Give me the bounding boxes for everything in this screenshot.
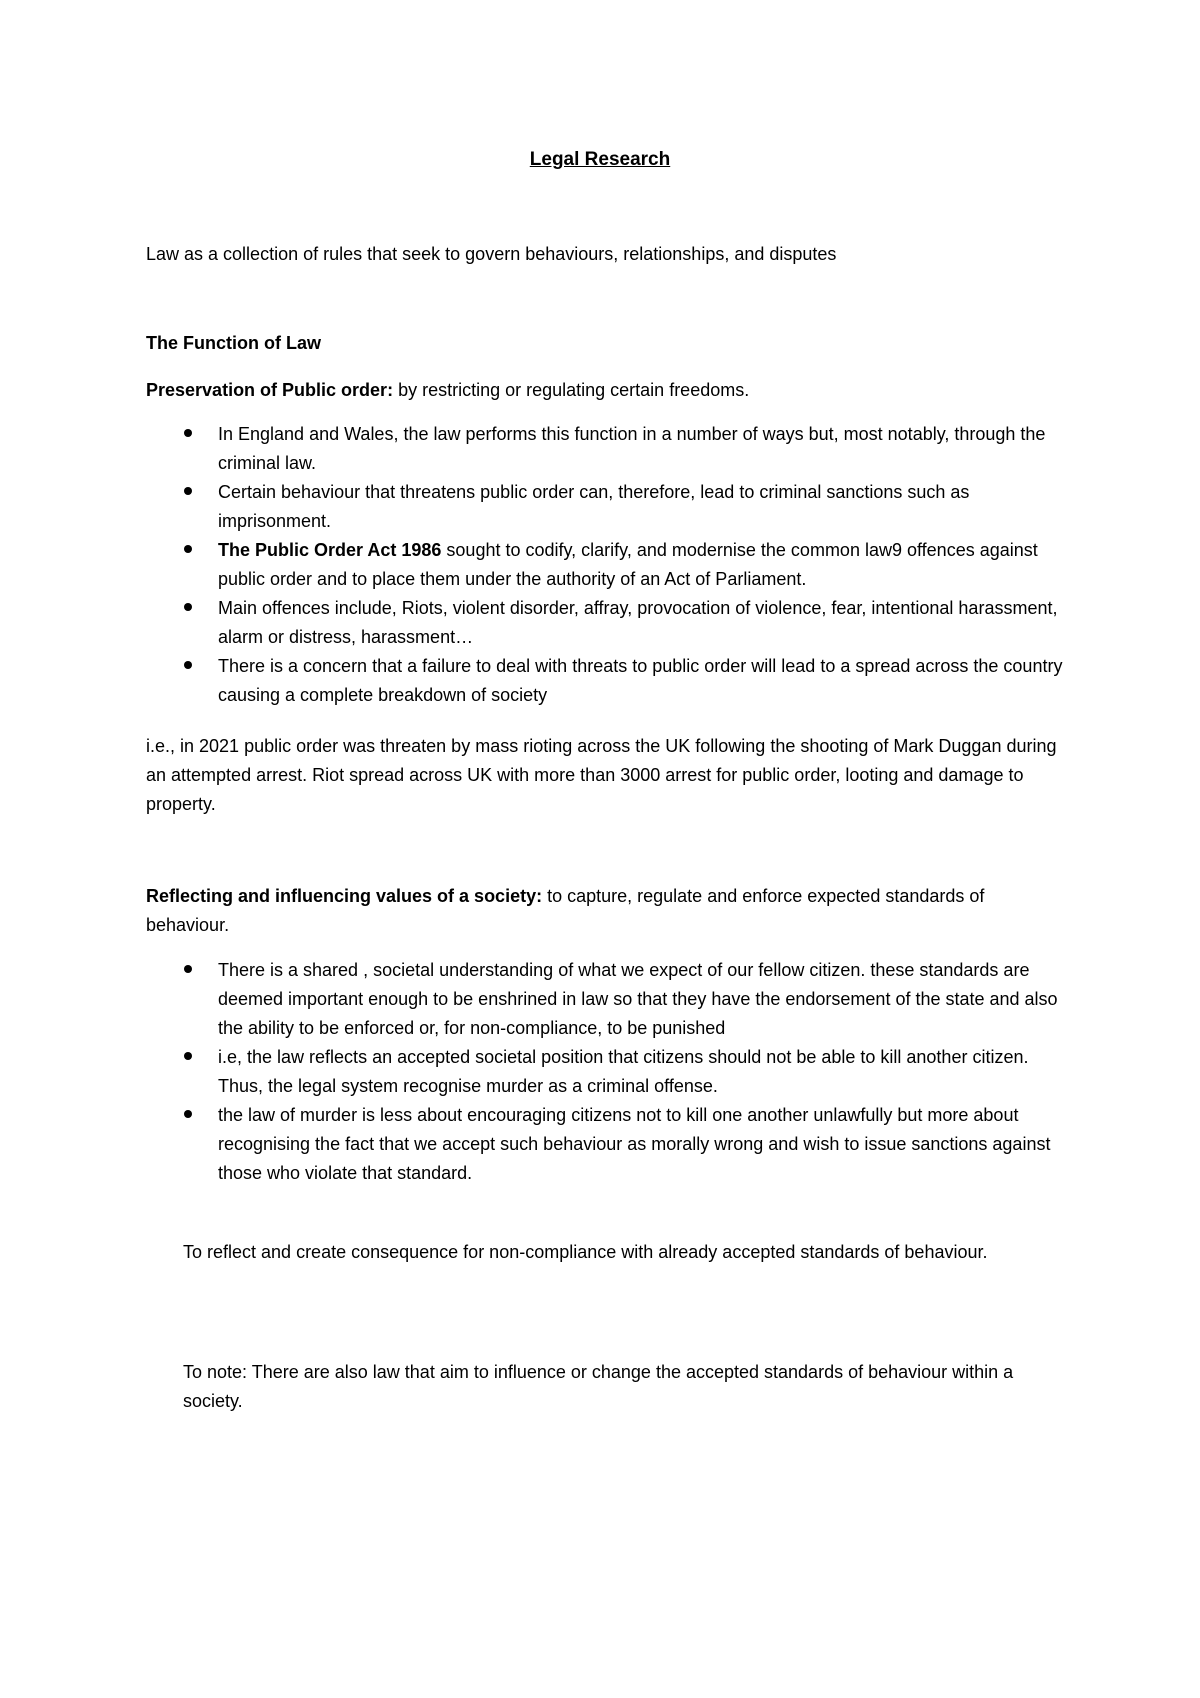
bullet-icon <box>184 545 192 553</box>
values-text: to capture, regulate and enforce expected standards of behaviour. <box>146 886 985 935</box>
section-heading: The Function of Law <box>146 333 321 353</box>
values-label: Reflecting and influencing values of a society: <box>146 886 543 906</box>
example-paragraph: i.e., in 2021 public order was threaten by mass rioting across the UK following the shooting of Mark Duggan during an attempted arrest. Riot spread across UK with more than 3000 arrest for public order, looting and damage to property. <box>146 736 1057 814</box>
bullet-text: There is a shared , societal understanding of what we expect of our fellow citizen. these standards are deemed important enough to be enshrined in law so that they have the endorsement of the state and also the ability to be enforced or, for non-compliance, to be punished <box>218 960 1058 1038</box>
intro-paragraph: Law as a collection of rules that seek to govern behaviours, relationships, and disputes <box>146 244 837 264</box>
public-order-bullet-list <box>146 420 1066 710</box>
list-item <box>146 478 1066 536</box>
list-item <box>146 956 1066 1043</box>
bullet-text: There is a concern that a failure to deal with threats to public order will lead to a spread across the country causing a complete breakdown of society <box>218 656 1063 705</box>
values-paragraph <box>146 882 1066 940</box>
public-order-label: Preservation of Public order: <box>146 380 394 400</box>
bullet-bold-text: The Public Order Act 1986 <box>218 540 442 560</box>
bullet-text: the law of murder is less about encouraging citizens not to kill one another unlawfully but more about recognising the fact that we accept such behaviour as morally wrong and wish to issue sanctions against those who violate that standard. <box>218 1105 1051 1183</box>
bullet-text: i.e, the law reflects an accepted societal position that citizens should not be able to kill another citizen. Thus, the legal system recognise murder as a criminal offense. <box>218 1047 1029 1096</box>
bullet-text: Certain behaviour that threatens public order can, therefore, lead to criminal sanctions such as imprisonment. <box>218 482 970 531</box>
bullet-icon <box>184 603 192 611</box>
conclusion-paragraph: To reflect and create consequence for non-compliance with already accepted standards of behaviour. <box>183 1242 988 1262</box>
bullet-icon <box>184 1052 192 1060</box>
bullet-icon <box>184 661 192 669</box>
note-paragraph: To note: There are also law that aim to influence or change the accepted standards of behaviour within a society. <box>183 1362 1014 1411</box>
bullet-text: Main offences include, Riots, violent disorder, affray, provocation of violence, fear, intentional harassment, alarm or distress, harassment… <box>218 598 1058 647</box>
list-item <box>146 594 1066 652</box>
bullet-text: sought to codify, clarify, and modernise the common law9 offences against public order and to place them under the authority of an Act of Parliament. <box>218 540 1038 589</box>
bullet-icon <box>184 965 192 973</box>
public-order-text: by restricting or regulating certain freedoms. <box>393 380 750 400</box>
bullet-icon <box>184 1110 192 1118</box>
document-title: Legal Research <box>529 149 671 170</box>
list-item <box>146 1043 1066 1101</box>
list-item <box>146 420 1066 478</box>
bullet-icon <box>184 487 192 495</box>
bullet-text: In England and Wales, the law performs this function in a number of ways but, most notably, through the criminal law. <box>218 424 1046 473</box>
list-item <box>146 1101 1066 1188</box>
public-order-paragraph <box>146 376 1066 405</box>
list-item <box>146 536 1066 594</box>
bullet-icon <box>184 429 192 437</box>
list-item <box>146 652 1066 710</box>
values-bullet-list <box>146 956 1066 1188</box>
